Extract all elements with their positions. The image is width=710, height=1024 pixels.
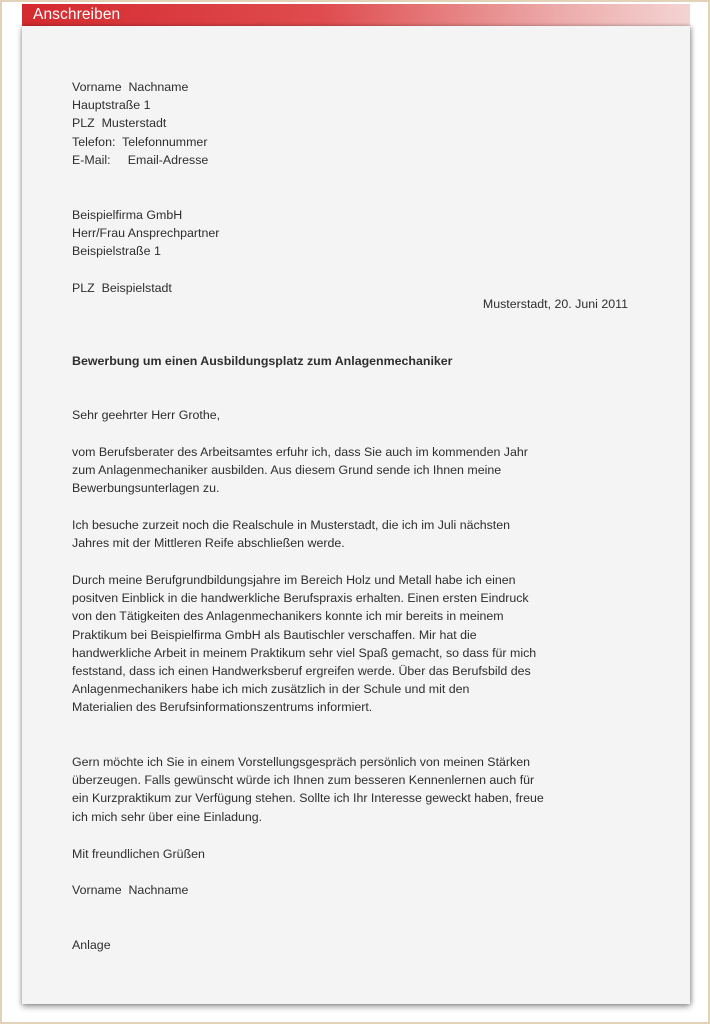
- closing: [72, 845, 632, 863]
- paragraph-2: [72, 516, 632, 552]
- paragraph-line: Gern möchte ich Sie in einem Vorstellungsgespräch persönlich von meinen Stärken: [72, 755, 531, 769]
- paragraph-line: Jahres mit der Mittleren Reife abschließen werde.: [72, 536, 345, 551]
- paragraph-line: Ich besuche zurzeit noch die Realschule in Musterstadt, die ich im Juli nächsten: [72, 518, 511, 532]
- paragraph-4: [72, 753, 632, 826]
- subject-text: Bewerbung um einen Ausbildungsplatz zum Anlagenmechaniker: [72, 354, 453, 368]
- signature-name: Vorname Nachname: [72, 883, 189, 897]
- sender-phone: Telefon: Telefonnummer: [72, 134, 208, 149]
- paragraph-line: Anlagenmechanikers habe ich mich zusätzlich in der Schule und mit den: [72, 682, 470, 697]
- paragraph-line: Durch meine Berufgrundbildungsjahre im Bereich Holz und Metall habe ich einen: [72, 573, 516, 587]
- paragraph-line: handwerkliche Arbeit in meinem Praktikum sehr viel Spaß gemacht, so dass für mich: [72, 645, 537, 660]
- sender-address: [72, 78, 632, 169]
- paragraph-line: ich mich sehr über eine Einladung.: [72, 809, 263, 824]
- paragraph-line: zum Anlagenmechaniker ausbilden. Aus diesem Grund sende ich Ihnen meine: [72, 463, 502, 478]
- recipient-city-block: [72, 279, 632, 297]
- recipient-street: Beispielstraße 1: [72, 244, 161, 259]
- salutation-text: Sehr geehrter Herr Grothe,: [72, 408, 221, 422]
- recipient-address: [72, 206, 632, 261]
- sender-email: E-Mail: Email-Adresse: [72, 152, 209, 167]
- paragraph-line: vom Berufsberater des Arbeitsamtes erfuhr ich, dass Sie auch im kommenden Jahr: [72, 445, 528, 459]
- paragraph-line: positven Einblick in die handwerkliche Berufspraxis erhalten. Einen ersten Eindruck: [72, 591, 529, 606]
- paragraph-line: ein Kurzpraktikum zur Verfügung stehen. Sollte ich Ihr Interesse geweckt haben, freue: [72, 791, 544, 806]
- recipient-company: Beispielfirma GmbH: [72, 208, 183, 222]
- salutation: [72, 406, 632, 424]
- paragraph-line: Praktikum bei Beispielfirma GmbH als Bautischler verschaffen. Mir hat die: [72, 627, 477, 642]
- paragraph-line: feststand, dass ich einen Handwerksberuf ergreifen werde. Über das Berufsbild des: [72, 664, 531, 679]
- attachment: [72, 936, 632, 954]
- sender-city: PLZ Musterstadt: [72, 116, 167, 131]
- recipient-contact: Herr/Frau Ansprechpartner: [72, 226, 220, 241]
- paragraph-line: Materialien des Berufsinformationszentrums informiert.: [72, 700, 373, 715]
- section-title: Anschreiben: [33, 6, 121, 23]
- letter-subject: [72, 352, 632, 370]
- recipient-city: PLZ Beispielstadt: [72, 281, 172, 295]
- paragraph-1: [72, 443, 632, 498]
- attachment-label: Anlage: [72, 938, 111, 952]
- paragraph-line: Bewerbungsunterlagen zu.: [72, 481, 220, 496]
- paragraph-3: [72, 571, 632, 717]
- closing-text: Mit freundlichen Grüßen: [72, 847, 205, 861]
- sender-street: Hauptstraße 1: [72, 98, 151, 113]
- letter-date: Musterstadt, 20. Juni 2011: [482, 297, 628, 311]
- sender-name: Vorname Nachname: [72, 80, 189, 94]
- paragraph-line: von den Tätigkeiten des Anlagenmechanikers konnte ich mir bereits in meinem: [72, 609, 504, 624]
- paragraph-line: überzeugen. Falls gewünscht würde ich Ihnen zum besseren Kennenlernen auch für: [72, 773, 535, 788]
- section-header: [22, 4, 690, 26]
- signature: [72, 881, 632, 899]
